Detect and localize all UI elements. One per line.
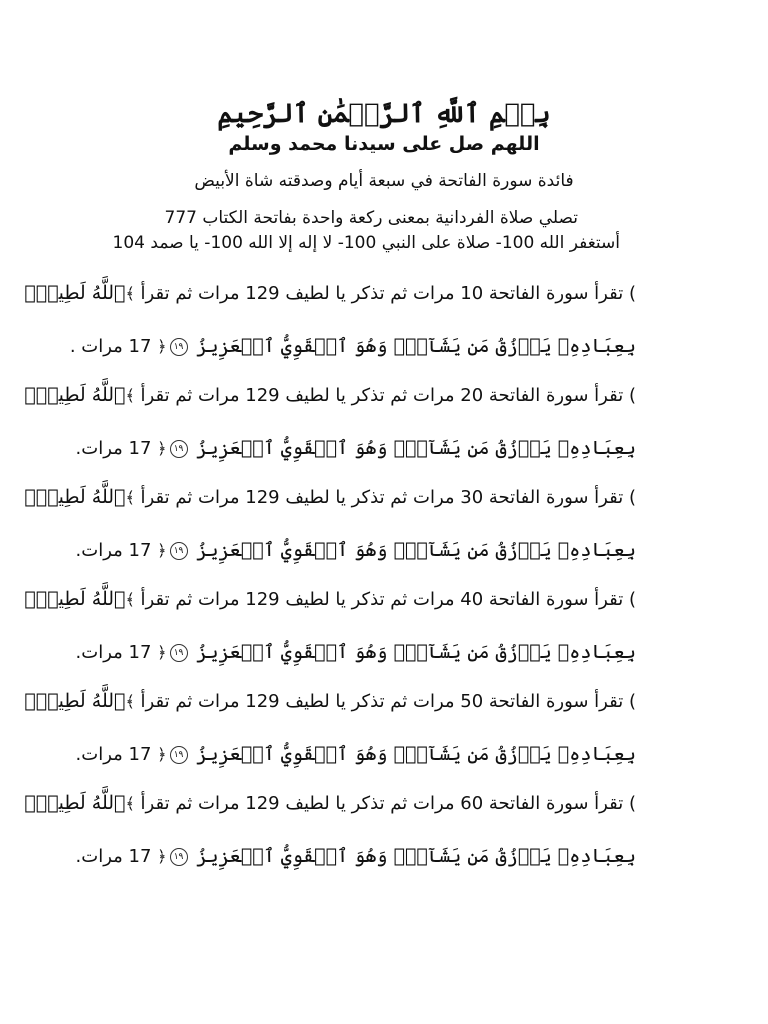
step-verse-line [76, 841, 636, 872]
ayah-number-icon: ١٩ [170, 440, 188, 458]
step-item [24, 278, 636, 380]
verse-open-bracket: ﴾ [125, 488, 135, 507]
salawat-title: اللهم صل على سيدنا محمد وسلم [228, 133, 540, 155]
ayah-number-icon: ١٩ [170, 338, 188, 356]
steps-list [24, 278, 636, 890]
step-paren: ) [628, 793, 636, 814]
verse-open-bracket: ﴾ [125, 692, 135, 711]
step-suffix: مرات. [75, 540, 123, 561]
verse-open-bracket: ﴾ [125, 284, 135, 303]
verse-part2: بِعِبَادِهِۦ يَرۡزُقُ مَن يَشَآءُۖ وَهُوَ ٱلۡقَوِيُّ ٱلۡعَزِيزُ [196, 641, 636, 663]
step-verse-line [76, 535, 636, 566]
step-count: 17 [128, 540, 152, 561]
step-count: 17 [128, 744, 152, 765]
step-instruction-line [24, 788, 636, 819]
step-text: تقرأ سورة الفاتحة 60 مرات ثم تذكر يا لطيف 129 مرات ثم تقرأ [140, 793, 624, 814]
step-verse-line [76, 739, 636, 770]
step-suffix: مرات. [75, 642, 123, 663]
verse-close-bracket: ﴿ [157, 745, 167, 764]
verse-part1: ٱللَّهُ لَطِيفُۢ [24, 282, 126, 304]
step-instruction-line [24, 584, 636, 615]
ayah-number-icon: ١٩ [170, 848, 188, 866]
step-paren: ) [628, 283, 636, 304]
verse-part1: ٱللَّهُ لَطِيفُۢ [24, 384, 126, 406]
step-paren: ) [628, 691, 636, 712]
step-suffix: مرات. [75, 438, 123, 459]
basmala-heading: بِسۡمِ ٱللَّهِ ٱلرَّحۡمَٰنِ ٱلرَّحِيمِ [217, 99, 551, 129]
verse-close-bracket: ﴿ [157, 337, 167, 356]
verse-open-bracket: ﴾ [125, 386, 135, 405]
step-paren: ) [628, 385, 636, 406]
step-count: 17 [128, 642, 152, 663]
step-instruction-line [24, 278, 636, 309]
step-text: تقرأ سورة الفاتحة 40 مرات ثم تذكر يا لطيف 129 مرات ثم تقرأ [140, 589, 624, 610]
verse-part1: ٱللَّهُ لَطِيفُۢ [24, 690, 126, 712]
step-item [24, 584, 636, 686]
verse-part1: ٱللَّهُ لَطِيفُۢ [24, 588, 126, 610]
verse-close-bracket: ﴿ [157, 541, 167, 560]
step-instruction-line [24, 380, 636, 411]
step-item [24, 788, 636, 890]
step-item [24, 482, 636, 584]
step-text: تقرأ سورة الفاتحة 30 مرات ثم تذكر يا لطيف 129 مرات ثم تقرأ [140, 487, 624, 508]
step-text: تقرأ سورة الفاتحة 20 مرات ثم تذكر يا لطيف 129 مرات ثم تقرأ [140, 385, 624, 406]
step-count: 17 [128, 336, 152, 357]
step-text: تقرأ سورة الفاتحة 50 مرات ثم تذكر يا لطيف 129 مرات ثم تقرأ [140, 691, 624, 712]
prayer-instruction: تصلي صلاة الفردانية بمعنى ركعة واحدة بفاتحة الكتاب 777 [164, 208, 578, 228]
verse-part1: ٱللَّهُ لَطِيفُۢ [24, 792, 126, 814]
step-item [24, 380, 636, 482]
step-suffix: مرات . [69, 336, 123, 357]
step-paren: ) [628, 589, 636, 610]
step-count: 17 [128, 438, 152, 459]
verse-part2: بِعِبَادِهِۦ يَرۡزُقُ مَن يَشَآءُۖ وَهُوَ ٱلۡقَوِيُّ ٱلۡعَزِيزُ [196, 743, 636, 765]
step-paren: ) [628, 487, 636, 508]
verse-part1: ٱللَّهُ لَطِيفُۢ [24, 486, 126, 508]
step-verse-line [69, 331, 636, 362]
verse-open-bracket: ﴾ [125, 590, 135, 609]
verse-close-bracket: ﴿ [157, 643, 167, 662]
verse-part2: بِعِبَادِهِۦ يَرۡزُقُ مَن يَشَآءُۖ وَهُوَ ٱلۡقَوِيُّ ٱلۡعَزِيزُ [196, 845, 636, 867]
verse-part2: بِعِبَادِهِۦ يَرۡزُقُ مَن يَشَآءُۖ وَهُوَ ٱلۡقَوِيُّ ٱلۡعَزِيزُ [196, 539, 636, 561]
verse-close-bracket: ﴿ [157, 847, 167, 866]
step-instruction-line [24, 482, 636, 513]
verse-open-bracket: ﴾ [125, 794, 135, 813]
ayah-number-icon: ١٩ [170, 542, 188, 560]
verse-close-bracket: ﴿ [157, 439, 167, 458]
adhkar-counts: أستغفر الله 100- صلاة على النبي 100- لا إله إلا الله 100- يا صمد 104 [112, 233, 620, 253]
verse-part2: بِعِبَادِهِۦ يَرۡزُقُ مَن يَشَآءُۖ وَهُوَ ٱلۡقَوِيُّ ٱلۡعَزِيزُ [196, 437, 636, 459]
step-instruction-line [24, 686, 636, 717]
step-suffix: مرات. [75, 846, 123, 867]
step-suffix: مرات. [75, 744, 123, 765]
step-verse-line [76, 433, 636, 464]
step-item [24, 686, 636, 788]
step-verse-line [76, 637, 636, 668]
verse-part2: بِعِبَادِهِۦ يَرۡزُقُ مَن يَشَآءُۖ وَهُوَ ٱلۡقَوِيُّ ٱلۡعَزِيزُ [196, 335, 636, 357]
ayah-number-icon: ١٩ [170, 746, 188, 764]
document-subtitle: فائدة سورة الفاتحة في سبعة أيام وصدقته شاة الأبيض [194, 171, 574, 191]
ayah-number-icon: ١٩ [170, 644, 188, 662]
step-count: 17 [128, 846, 152, 867]
step-text: تقرأ سورة الفاتحة 10 مرات ثم تذكر يا لطيف 129 مرات ثم تقرأ [140, 283, 624, 304]
